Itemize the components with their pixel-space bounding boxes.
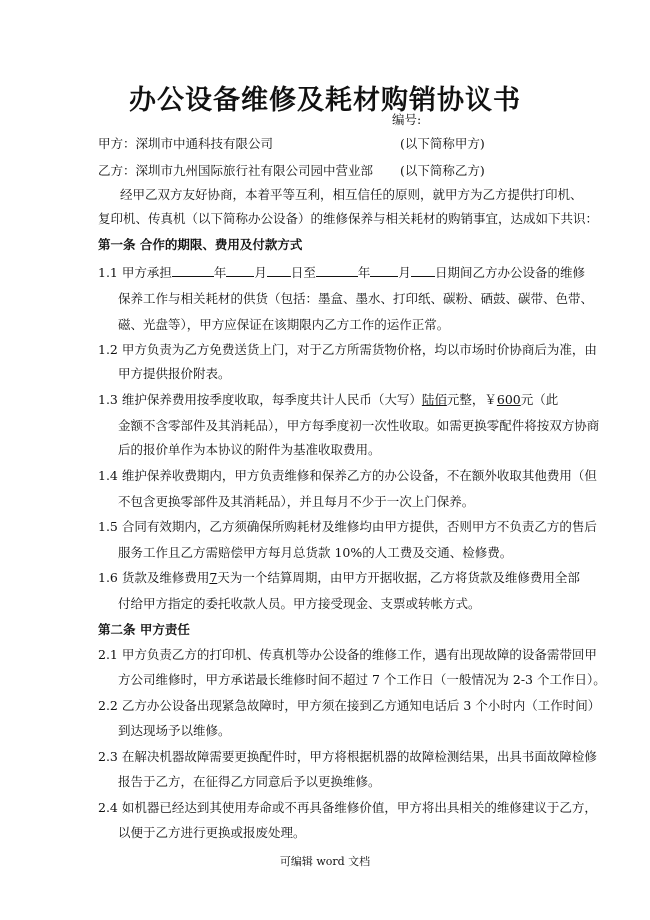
clause-1-4: 1.4 维护保养收费期内，甲方负责维修和保养乙方的办公设备，不在额外收取其他费用（但 xyxy=(98,468,597,483)
clause-2-1: 2.1 甲方负责乙方的打印机、传真机等办公设备的维修工作，遇有出现故障的设备需带回甲 xyxy=(98,647,597,662)
clause-1-6: 1.6 货款及维修费用7天为一个结算周期，由甲方开据收据，乙方将货款及维修费用全部 xyxy=(98,570,580,585)
clause-2-3-line: 报告于乙方，在征得乙方同意后予以更换维修。 xyxy=(118,774,381,789)
clause-1-6-line: 付给甲方指定的委托收款人员。甲方接受现金、支票或转帐方式。 xyxy=(118,596,481,611)
clause-2-2: 2.2 乙方办公设备出现紧急故障时，甲方须在接到乙方通知电话后 3 个小时内（工作时间） xyxy=(98,698,601,713)
blank-field xyxy=(316,263,358,277)
clause-1-4-line: 不包含更换零部件及其消耗品），并且每月不少于一次上门保养。 xyxy=(118,494,475,509)
blank-field xyxy=(267,263,291,277)
number-label: 编号: xyxy=(392,112,422,127)
blank-field xyxy=(172,263,214,277)
party-a: 甲方：深圳市中通科技有限公司 xyxy=(98,136,274,151)
settlement-days: 7 xyxy=(209,570,218,585)
amount-chinese: 陆佰 xyxy=(421,392,447,407)
clause-1-3-line: 金额不含零部件及其消耗品），甲方每季度初一次性收取。如需更换零配件将按双方协商 xyxy=(118,418,600,433)
party-b-abbr: (以下简称乙方) xyxy=(400,163,485,178)
blank-field xyxy=(411,263,435,277)
party-b: 乙方：深圳市九州国际旅行社有限公司园中营业部 xyxy=(98,163,374,178)
clause-1-1-line: 磁、光盘等），甲方应保证在该期限内乙方工作的运作正常。 xyxy=(118,317,450,332)
amount-number: 600 xyxy=(496,392,521,407)
intro-line: 复印机、传真机（以下简称办公设备）的维修保养与相关耗材的购销事宜，达成如下共识： xyxy=(98,211,599,226)
clause-2-2-line: 到达现场予以维修。 xyxy=(118,723,231,738)
clause-2-4: 2.4 如机器已经达到其使用寿命或不再具备维修价值，甲方将出具相关的维修建议于乙方， xyxy=(98,800,597,815)
clause-1-2: 1.2 甲方负责为乙方免费送货上门，对于乙方所需货物价格，均以市场时价协商后为准，由 xyxy=(98,342,597,357)
intro-line: 经甲乙双方友好协商，本着平等互利，相互信任的原则，就甲方为乙方提供打印机、 xyxy=(120,187,583,202)
blank-field xyxy=(370,263,398,277)
footer-note: 可编辑 word 文档 xyxy=(279,855,371,868)
clause-1-3: 1.3 维护保养费用按季度收取，每季度共计人民币（大写）陆佰元整，￥600元（此 xyxy=(98,392,559,407)
clause-1-1-line: 保养工作与相关耗材的供货（包括：墨盒、墨水、打印纸、碳粉、硒鼓、碳带、色带、 xyxy=(118,291,594,306)
clause-2-3: 2.3 在解决机器故障需要更换配件时，甲方将根据机器的故障检测结果，出具书面故障检修 xyxy=(98,749,597,764)
article-1-heading: 第一条 合作的期限、费用及付款方式 xyxy=(98,237,303,252)
clause-1-5-line: 服务工作且乙方需赔偿甲方每月总货款 10%的人工费及交通、检修费。 xyxy=(118,545,513,560)
document-title: 办公设备维修及耗材购销协议书 xyxy=(129,85,521,116)
clause-2-1-line: 方公司维修时，甲方承诺最长维修时间不超过 7 个工作日（一般情况为 2-3 个工作日）。 xyxy=(118,672,606,687)
clause-1-1: 1.1 甲方承担 年 月 日至 年 月 日期间乙方办公设备的维修 xyxy=(98,265,585,280)
clause-1-3-line: 后的报价单作为本协议的附件为基准收取费用。 xyxy=(118,442,381,457)
article-2-heading: 第二条 甲方责任 xyxy=(98,622,190,637)
clause-2-4-line: 以便于乙方进行更换或报废处理。 xyxy=(118,825,306,840)
clause-1-5: 1.5 合同有效期内，乙方须确保所购耗材及维修均由甲方提供，否则甲方不负责乙方的售后 xyxy=(98,519,597,534)
blank-field xyxy=(226,263,254,277)
party-a-abbr: (以下简称甲方) xyxy=(400,136,485,151)
clause-1-2-line: 甲方提供报价附表。 xyxy=(118,366,231,381)
